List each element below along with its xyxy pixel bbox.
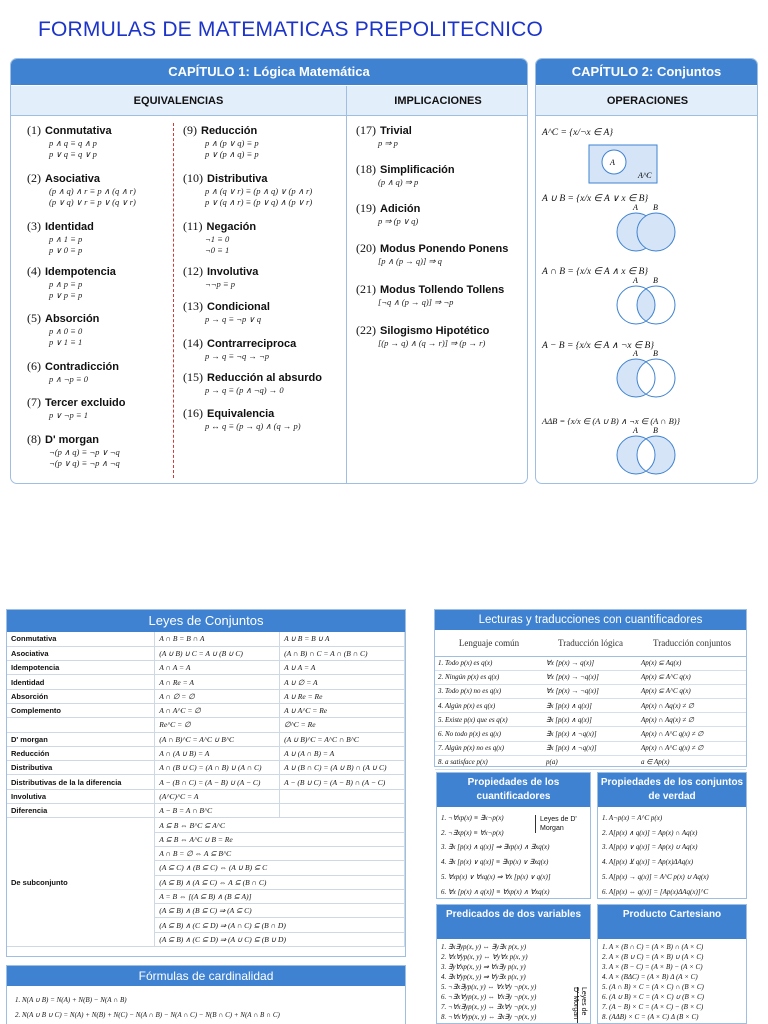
law-number: (8)	[27, 432, 41, 446]
law-item	[27, 219, 94, 256]
law-formula: [¬q ∧ (p → q)] ⇒ ¬p	[378, 297, 454, 307]
law-formula-cell: (A ∩ B)^C = A^C ∪ B^C	[155, 732, 280, 746]
table-row	[7, 732, 405, 746]
law-formula-cell: A ∩ B = B ∩ A	[155, 632, 280, 646]
law-name: Adición	[380, 203, 421, 215]
table-cell: 2. Ningún p(x) es q(x)	[435, 670, 543, 684]
law-heading	[27, 171, 136, 186]
table-cell: Ap(x) ∩ Aq(x) ≠ ∅	[638, 713, 746, 727]
law-number: (15)	[183, 370, 203, 384]
law-name-cell: Asociativa	[7, 646, 155, 660]
leyes-conjuntos-panel	[6, 609, 406, 957]
table-row	[435, 656, 746, 670]
op-symdiff-formula: AΔB = {x/x ∈ (A ∪ B) ∧ ¬x ∈ (A ∩ B)}	[542, 416, 680, 426]
law-formula: p ∨ p ≡ p	[49, 290, 83, 300]
list-item: 7. ¬∀x∃yp(x, y) ⇔ ∃x∀y ¬p(x, y)	[441, 1003, 537, 1011]
table-cell: Ap(x) ⊆ A^C q(x)	[638, 670, 746, 684]
table-row	[7, 775, 405, 789]
union-diagram	[614, 202, 678, 254]
table-row	[435, 741, 746, 755]
table-cell: ∀x [p(x) → ¬q(x)]	[543, 684, 638, 698]
law-formula: [(p → q) ∧ (q → r)] ⇒ (p → r)	[378, 338, 486, 348]
lecturas-panel	[434, 609, 747, 767]
table-cell: 1. Todo p(x) es q(x)	[435, 656, 543, 670]
table-row	[7, 661, 405, 675]
lecturas-table	[435, 630, 746, 770]
law-item	[183, 370, 322, 396]
table-cell: 5. Existe p(x) que es q(x)	[435, 713, 543, 727]
table-row	[7, 718, 405, 732]
law-formula: p → q ≡ (p ∧ ¬q) → 0	[205, 385, 284, 395]
law-formula-cell: (A ∩ B) ∩ C = A ∩ (B ∩ C)	[280, 646, 405, 660]
list-item: 5. (A ∩ B) × C = (A × C) ∩ (B × C)	[602, 983, 704, 991]
law-name: Negación	[206, 221, 257, 233]
table-row	[7, 675, 405, 689]
law-number: (2)	[27, 171, 41, 185]
law-name: Equivalencia	[207, 408, 275, 420]
law-name-cell: Distributivas de la la diferencia	[7, 775, 155, 789]
law-heading	[356, 162, 455, 177]
law-heading	[27, 123, 112, 138]
law-name: Silogismo Hipotético	[380, 325, 490, 337]
law-item	[183, 299, 270, 325]
complement-diagram	[588, 144, 658, 184]
chapter-1-title: CAPÍTULO 1: Lógica Matemática	[11, 59, 527, 85]
law-number: (22)	[356, 323, 376, 337]
law-item	[27, 123, 112, 160]
list-item: 3. ∃x [p(x) ∧ q(x)] ⇒ ∃xp(x) ∧ ∃xq(x)	[441, 843, 550, 852]
law-heading	[356, 282, 504, 297]
col-header: Traducción lógica	[543, 630, 638, 656]
card-formula-1: 1. N(A ∪ B) = N(A) + N(B) − N(A ∩ B)	[15, 996, 127, 1004]
list-item: 8. ¬∀x∀yp(x, y) ⇔ ∃x∃y ¬p(x, y)	[441, 1013, 537, 1021]
list-item: 6. ¬∃x∀yp(x, y) ⇔ ∀x∃y ¬p(x, y)	[441, 993, 537, 1001]
law-number: (1)	[27, 123, 41, 137]
chapter-1-panel	[10, 58, 528, 484]
law-formula-cell: (A ∪ B) ∪ C = A ∪ (B ∪ C)	[155, 646, 280, 660]
prop-conjuntos-panel	[597, 772, 747, 899]
table-cell: p(a)	[543, 755, 638, 769]
prop-cuant-title: Propiedades de los cuantificadores	[437, 773, 590, 807]
law-formula: p ∨ 1 ≡ 1	[49, 337, 83, 347]
list-item: 5. ¬∃x∃yp(x, y) ⇔ ∀x∀y ¬p(x, y)	[441, 983, 537, 991]
law-item	[27, 359, 119, 385]
table-row	[7, 632, 405, 646]
venn-label: B	[653, 426, 658, 435]
law-heading	[183, 171, 312, 186]
law-formula: ¬¬p ≡ p	[205, 279, 235, 289]
table-cell: Ap(x) ⊆ Aq(x)	[638, 656, 746, 670]
list-item: 1. A × (B ∩ C) = (A × B) ∩ (A × C)	[602, 943, 704, 951]
chapter-2-title: CAPÍTULO 2: Conjuntos	[536, 59, 757, 85]
list-item: 7. (A − B) × C = (A × C) − (B × C)	[602, 1003, 704, 1011]
law-formula: p ∧ (p ∨ q) ≡ p	[205, 138, 259, 148]
venn-label: A^C	[638, 171, 652, 180]
list-item: 2. ¬∃xp(x) ≡ ∀x¬p(x)	[441, 828, 504, 837]
venn-label: A	[633, 349, 638, 358]
dashed-divider	[173, 123, 174, 478]
page-title: FORMULAS DE MATEMATICAS PREPOLITECNICO	[38, 18, 544, 41]
table-cell: Ap(x) ∩ A^C q(x) ≠ ∅	[638, 727, 746, 741]
law-formula-cell: A ∩ (B ∪ C) = (A ∩ B) ∪ (A ∩ C)	[155, 761, 280, 775]
law-formula-cell: A ∪ (A ∩ B) = A	[280, 746, 405, 760]
law-formula: p ∧ (q ∨ r) ≡ (p ∧ q) ∨ (p ∧ r)	[205, 186, 313, 196]
law-name-cell	[7, 718, 155, 732]
law-name-cell: Conmutativa	[7, 632, 155, 646]
prop-cuantificadores-panel	[436, 772, 591, 899]
table-cell: 6. No todo p(x) es q(x)	[435, 727, 543, 741]
law-number: (6)	[27, 359, 41, 373]
law-formula-cell: A = B ⇔ [(A ⊆ B) ∧ (B ⊆ A)]	[155, 889, 405, 903]
law-formula: p ∧ q ≡ q ∧ p	[49, 138, 97, 148]
law-formula-cell: (A ⊆ B) ∧ (C ⊆ D) ⇒ (A ∩ C) ⊆ (B ∩ D)	[155, 918, 405, 932]
law-name-cell: Diferencia	[7, 804, 155, 818]
venn-label: A	[610, 158, 615, 167]
law-formula-cell: A ∪ ∅ = A	[280, 675, 405, 689]
table-row	[435, 755, 746, 769]
cartesiano-panel	[597, 904, 747, 1024]
table-cell: Ap(x) ⊆ A^C q(x)	[638, 684, 746, 698]
law-number: (7)	[27, 395, 41, 409]
law-name: Contradicción	[45, 361, 119, 373]
law-heading	[356, 123, 412, 138]
table-row	[435, 713, 746, 727]
law-heading	[356, 241, 508, 256]
law-formula: ¬0 ≡ 1	[205, 245, 230, 255]
law-formula-cell: Re^C = ∅	[155, 718, 280, 732]
predicados-panel	[436, 904, 591, 1024]
table-row	[7, 804, 405, 818]
law-formula-cell: A ∪ A^C = Re	[280, 703, 405, 717]
symdiff-diagram	[614, 423, 678, 479]
table-cell: 8. a satisface p(x)	[435, 755, 543, 769]
table-row	[7, 703, 405, 717]
list-item: 5. A[p(x) → q(x)] = A^C p(x) ∪ Aq(x)	[602, 872, 709, 881]
venn-label: B	[653, 276, 658, 285]
cardinalidad-panel	[6, 965, 406, 1024]
law-item	[356, 201, 420, 227]
law-formula: p ∧ p ≡ p	[49, 279, 83, 289]
law-formula-cell: (A ⊆ C) ∧ (B ⊆ C) ⇔ (A ∪ B) ⊆ C	[155, 861, 405, 875]
list-item: 3. A[p(x) ∨ q(x)] = Ap(x) ∪ Aq(x)	[602, 843, 698, 852]
law-item	[183, 123, 259, 160]
law-item	[183, 264, 258, 290]
law-heading	[27, 395, 126, 410]
law-heading	[183, 123, 259, 138]
venn-label: A	[633, 276, 638, 285]
law-number: (3)	[27, 219, 41, 233]
law-heading	[183, 336, 296, 351]
law-name: Condicional	[207, 301, 270, 313]
list-item: 3. A × (B − C) = (A × B) − (A × C)	[602, 963, 703, 971]
law-name: Reducción al absurdo	[207, 372, 322, 384]
law-number: (17)	[356, 123, 376, 137]
law-formula-cell: A − (B ∪ C) = (A − B) ∩ (A − C)	[280, 775, 405, 789]
venn-label: B	[653, 349, 658, 358]
law-formula: p ∨ (p ∧ q) ≡ p	[205, 149, 259, 159]
law-formula: p ⇒ (p ∨ q)	[378, 216, 419, 226]
law-formula-cell: A ∩ B = ∅ ⇔ A ⊆ B^C	[155, 846, 405, 860]
law-item	[27, 311, 99, 348]
law-item	[183, 219, 256, 256]
law-formula: p ∨ (q ∧ r) ≡ (p ∨ q) ∧ (p ∨ r)	[205, 197, 313, 207]
op-intersection-formula: A ∩ B = {x/x ∈ A ∧ x ∈ B}	[542, 267, 649, 277]
table-row	[7, 761, 405, 775]
table-cell: a ∈ Ap(x)	[638, 755, 746, 769]
list-item: 3. ∃y∀xp(x, y) ⇒ ∀x∃y p(x, y)	[441, 963, 526, 971]
list-item: 4. A[p(x) ⊻ q(x)] = Ap(x)ΔAq(x)	[602, 858, 694, 867]
law-formula-cell: A ∪ Re = Re	[280, 689, 405, 703]
law-item	[183, 406, 301, 432]
law-formula-cell: A ∩ A = A	[155, 661, 280, 675]
table-row	[435, 684, 746, 698]
law-formula: p → q ≡ ¬q → ¬p	[205, 351, 269, 361]
law-item	[27, 395, 126, 421]
table-row	[435, 670, 746, 684]
law-item	[356, 123, 412, 149]
law-name-cell: Idempotencia	[7, 661, 155, 675]
law-heading	[183, 219, 256, 234]
table-cell: ∃x [p(x) ∧ ¬q(x)]	[543, 741, 638, 755]
list-item: 2. A × (B ∪ C) = (A × B) ∪ (A × C)	[602, 953, 704, 961]
card-formula-2: 2. N(A ∪ B ∪ C) = N(A) + N(B) + N(C) − N(A ∩ B) − N(A ∩ C) − N(B ∩ C) + N(A ∩ B ∩ C)	[15, 1011, 280, 1019]
list-item: 8. (AΔB) × C = (A × C) Δ (B × C)	[602, 1013, 699, 1021]
law-name: Absorción	[45, 313, 100, 325]
law-formula-cell: A ∩ A^C = ∅	[155, 703, 280, 717]
law-heading	[183, 406, 301, 421]
law-heading	[183, 264, 258, 279]
law-heading	[27, 359, 119, 374]
law-name: Simplificación	[380, 164, 455, 176]
law-heading	[356, 201, 420, 216]
law-formula-cell: A ∪ A = A	[280, 661, 405, 675]
law-formula: (p ∧ q) ∧ r ≡ p ∧ (q ∧ r)	[49, 186, 136, 196]
law-number: (20)	[356, 241, 376, 255]
law-heading	[183, 370, 322, 385]
list-item: 6. A[p(x) ⇔ q(x)] = [Ap(x)ΔAq(x)]^C	[602, 887, 709, 896]
law-formula: p ↔ q ≡ (p → q) ∧ (q → p)	[205, 421, 301, 431]
law-item	[356, 241, 508, 267]
law-heading	[27, 219, 94, 234]
list-item: 6. (A ∪ B) × C = (A × C) ∪ (B × C)	[602, 993, 704, 1001]
law-name-cell: De subconjunto	[7, 818, 155, 947]
implicaciones-header: IMPLICACIONES	[347, 86, 528, 116]
law-name: Trivial	[380, 125, 412, 137]
lecturas-title: Lecturas y traducciones con cuantificadores	[435, 610, 746, 630]
venn-label: A	[633, 203, 638, 212]
law-formula: p ⇒ p	[378, 138, 398, 148]
law-item	[27, 264, 116, 301]
law-item	[356, 162, 455, 188]
law-number: (14)	[183, 336, 203, 350]
law-item	[183, 336, 296, 362]
law-name: D' morgan	[45, 434, 99, 446]
law-formula: ¬1 ≡ 0	[205, 234, 230, 244]
law-formula-cell: A ∩ (A ∪ B) = A	[155, 746, 280, 760]
table-cell: 7. Algún p(x) no es q(x)	[435, 741, 543, 755]
law-formula: (p ∧ q) ⇒ p	[378, 177, 419, 187]
op-union-formula: A ∪ B = {x/x ∈ A ∨ x ∈ B}	[542, 194, 649, 204]
law-heading	[27, 264, 116, 279]
law-item	[356, 282, 504, 308]
law-item	[183, 171, 312, 208]
table-row	[435, 727, 746, 741]
list-item: 2. ∀x∀yp(x, y) ⇔ ∀y∀x p(x, y)	[441, 953, 528, 961]
law-formula: (p ∨ q) ∨ r ≡ p ∨ (q ∨ r)	[49, 197, 136, 207]
law-formula-cell: (A ∪ B)^C = A^C ∩ B^C	[280, 732, 405, 746]
venn-label: A	[633, 426, 638, 435]
predicados-list	[437, 939, 590, 1022]
table-cell: ∃x [p(x) ∧ q(x)]	[543, 699, 638, 713]
law-formula: p ∧ 1 ≡ p	[49, 234, 83, 244]
law-formula: ¬(p ∨ q) ≡ ¬p ∧ ¬q	[49, 458, 120, 468]
law-formula-cell: (A^C)^C = A	[155, 789, 280, 803]
intersection-diagram	[614, 275, 678, 327]
col-header: Lenguaje común	[435, 630, 543, 656]
list-item: 5. ∀xp(x) ∨ ∀xq(x) ⇒ ∀x [p(x) ∨ q(x)]	[441, 872, 551, 881]
law-item	[356, 323, 489, 349]
law-formula: p ∧ ¬p ≡ 0	[49, 374, 88, 384]
law-formula-cell: ∅^C = Re	[280, 718, 405, 732]
law-number: (4)	[27, 264, 41, 278]
law-name-cell: Identidad	[7, 675, 155, 689]
law-number: (9)	[183, 123, 197, 137]
law-name-cell: D' morgan	[7, 732, 155, 746]
op-complement-formula: A^C = {x/¬x ∈ A}	[542, 128, 614, 138]
law-heading	[183, 299, 270, 314]
list-item: 4. ∃x [p(x) ∨ q(x)] ≡ ∃xp(x) ∨ ∃xq(x)	[441, 858, 549, 867]
cartesiano-list	[598, 939, 746, 1022]
law-formula-cell: A − (B ∩ C) = (A − B) ∪ (A − C)	[155, 775, 280, 789]
law-number: (21)	[356, 282, 376, 296]
law-item	[27, 171, 136, 208]
table-cell: ∃x [p(x) ∧ ¬q(x)]	[543, 727, 638, 741]
law-formula: p → q ≡ ¬p ∨ q	[205, 314, 261, 324]
difference-diagram	[614, 348, 678, 400]
law-name-cell: Distributiva	[7, 761, 155, 775]
law-heading	[356, 323, 489, 338]
table-row	[7, 689, 405, 703]
law-name: Contrarreciproca	[207, 338, 297, 350]
law-number: (10)	[183, 171, 203, 185]
list-item: 6. ∀x [p(x) ∧ q(x)] ≡ ∀xp(x) ∧ ∀xq(x)	[441, 887, 550, 896]
law-heading	[27, 311, 99, 326]
law-formula-cell: A ⊆ B ⇔ B^C ⊆ A^C	[155, 818, 405, 832]
venn-label: B	[653, 203, 658, 212]
law-name: Modus Tollendo Tollens	[380, 284, 505, 296]
col-header: Traducción conjuntos	[638, 630, 746, 656]
predicados-title: Predicados de dos variables	[437, 905, 590, 939]
law-formula: p ∨ 0 ≡ p	[49, 245, 83, 255]
law-name: Idempotencia	[45, 266, 116, 278]
law-formula: ¬(p ∧ q) ≡ ¬p ∨ ¬q	[49, 447, 120, 457]
table-cell: ∃x [p(x) ∧ q(x)]	[543, 713, 638, 727]
law-name-cell: Complemento	[7, 703, 155, 717]
law-number: (5)	[27, 311, 41, 325]
law-formula: p ∧ 0 ≡ 0	[49, 326, 83, 336]
law-name: Tercer excluido	[45, 397, 126, 409]
list-item: 4. ∃x∀yp(x, y) ⇒ ∀y∃x p(x, y)	[441, 973, 526, 981]
table-row	[7, 746, 405, 760]
op-difference-formula: A − B = {x/x ∈ A ∧ ¬x ∈ B}	[542, 341, 655, 351]
table-row	[435, 699, 746, 713]
law-formula: p ∨ q ≡ q ∨ p	[49, 149, 97, 159]
law-formula-cell: A ∩ ∅ = ∅	[155, 689, 280, 703]
prop-conj-list	[598, 807, 746, 899]
law-name: Involutiva	[207, 266, 259, 278]
list-item: 1. ¬∀xp(x) ≡ ∃x¬p(x)	[441, 814, 504, 822]
law-formula-cell: A ∩ Re = A	[155, 675, 280, 689]
law-name: Identidad	[45, 221, 94, 233]
law-formula-cell	[280, 804, 405, 818]
table-cell: ∀x [p(x) → ¬q(x)]	[543, 670, 638, 684]
law-name: Modus Ponendo Ponens	[380, 243, 509, 255]
table-cell: 3. Todo p(x) no es q(x)	[435, 684, 543, 698]
table-cell: Ap(x) ∩ A^C q(x) ≠ ∅	[638, 741, 746, 755]
equivalencias-header: EQUIVALENCIAS	[11, 86, 346, 116]
law-formula-cell: (A ⊆ B) ∧ (B ⊆ C) ⇒ (A ⊆ C)	[155, 904, 405, 918]
law-name-cell: Absorción	[7, 689, 155, 703]
list-item: 4. A × (BΔC) = (A × B) Δ (A × C)	[602, 973, 698, 981]
leyes-title: Leyes de Conjuntos	[7, 610, 405, 632]
law-formula-cell: (A ⊆ B) ∧ (C ⊆ D) ⇒ (A ∪ C) ⊆ (B ∪ D)	[155, 932, 405, 946]
predicados-brace-label: Leyes de D' Morgan	[577, 987, 587, 1023]
law-name-cell: Reducción	[7, 746, 155, 760]
law-name: Reducción	[201, 125, 258, 137]
law-formula: p ∨ ¬p ≡ 1	[49, 410, 88, 420]
list-item: 2. A[p(x) ∧ q(x)] = Ap(x) ∩ Aq(x)	[602, 828, 698, 837]
law-number: (18)	[356, 162, 376, 176]
table-row	[7, 789, 405, 803]
law-item	[27, 432, 120, 469]
column-divider	[346, 86, 347, 484]
law-name: Conmutativa	[45, 125, 112, 137]
law-formula-cell: A ∪ (B ∩ C) = (A ∪ B) ∩ (A ∪ C)	[280, 761, 405, 775]
leyes-table	[7, 632, 405, 947]
law-formula-cell	[280, 789, 405, 803]
operaciones-header: OPERACIONES	[536, 86, 758, 116]
list-item: 1. ∃x∃yp(x, y) ⇔ ∃y∃x p(x, y)	[441, 943, 527, 951]
law-formula-cell: A ⊆ B ⇔ A^C ∪ B = Re	[155, 832, 405, 846]
law-number: (11)	[183, 219, 203, 233]
law-number: (13)	[183, 299, 203, 313]
cardinalidad-title: Fórmulas de cardinalidad	[7, 966, 405, 986]
law-name: Distributiva	[207, 173, 268, 185]
list-item: 1. A¬p(x) = A^C p(x)	[602, 814, 663, 822]
law-number: (12)	[183, 264, 203, 278]
table-cell: ∀x [p(x) → q(x)]	[543, 656, 638, 670]
cartesiano-title: Producto Cartesiano	[598, 905, 746, 939]
law-heading	[27, 432, 120, 447]
law-name: Asociativa	[45, 173, 101, 185]
law-formula-cell: (A ⊆ B) ∧ (A ⊆ C) ⇔ A ⊆ (B ∩ C)	[155, 875, 405, 889]
law-number: (19)	[356, 201, 376, 215]
table-row	[7, 646, 405, 660]
chapter-2-panel	[535, 58, 758, 484]
law-name-cell: Involutiva	[7, 789, 155, 803]
law-number: (16)	[183, 406, 203, 420]
law-formula-cell: A ∪ B = B ∪ A	[280, 632, 405, 646]
demorgan-brace-label: Leyes de D' Morgan	[535, 815, 585, 833]
prop-conj-title: Propiedades de los conjuntos de verdad	[598, 773, 746, 807]
law-formula-cell: A − B = A ∩ B^C	[155, 804, 280, 818]
table-cell: 4. Algún p(x) es q(x)	[435, 699, 543, 713]
table-cell: Ap(x) ∩ Aq(x) ≠ ∅	[638, 699, 746, 713]
law-formula: [p ∧ (p → q)] ⇒ q	[378, 256, 442, 266]
table-row	[7, 818, 405, 832]
